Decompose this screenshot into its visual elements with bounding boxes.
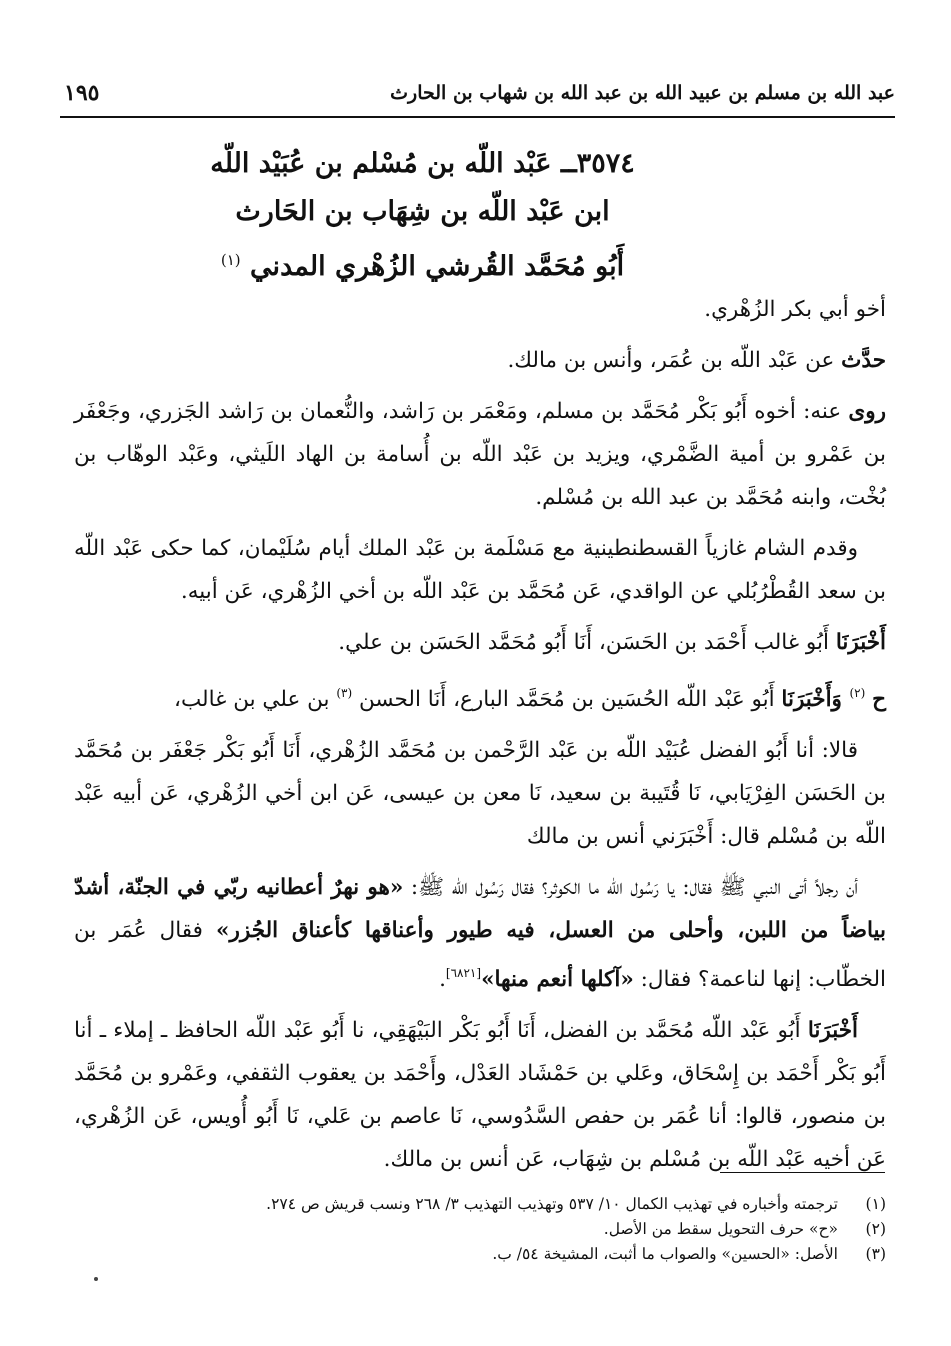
hadith-text-2: «آكلها أنعم منها» (481, 967, 634, 992)
entry-heading-kunya: أَبُو مُحَمَّد القُرشي الزُهْري المدني (250, 251, 625, 282)
paragraph-narrators: روى عنه: أخوه أَبُو بَكْر مُحَمَّد بن مسلم، ومَعْمَر بن رَاشد، والنُّعمان بن رَاشد الجَزري، وجَعْفَر بن عَمْرو بن أمية الضَّمْري، ويزيد بن عَبْد اللّه بن أُسامة بن الهاد اللَيثي، وعَبْد الوهّاب بن بُخْت، وابنه مُحَمَّد بن عبد الله بن مُسْلم. (74, 399, 886, 510)
hadith-text-1: «هو نهرٌ أعطانيه ربّي في الجنّة، أشدّ بياضاً من اللبن، وأحلى من العسل، فيه طيور وأعناقها كأعناق الجُزر» (74, 875, 886, 943)
entry-heading (160, 140, 685, 291)
footnote-divider (720, 1172, 885, 1173)
footnotes (74, 1192, 886, 1267)
footnote-2 (74, 1217, 886, 1242)
footnote-number: (٢) (865, 1220, 886, 1238)
paragraph-brother: أخو أبي بكر الزُهْري. (704, 297, 886, 322)
keyword-akhbarana: أَخْبَرَنَا (835, 630, 886, 655)
paragraph-isnad-3: قالا: أنا أَبُو الفضل عُبَيْد اللّه بن عَبْد الرَّحْمن بن مُحَمَّد الزُهْري، أَنَا أَبُو بَكْر جَعْفَر بن مُحَمَّد بن الحَسَن الفِرْيَابي، نَا قُتَيبة بن سعيد، نَا معن بن عيسى، عَن ابن أخي الزُهْري، عَن أبيه عَبْد اللّه بن مُسْلم قال: أَخْبَرَني أنس بن مالك (74, 738, 886, 849)
paragraph-isnad-1: أَخْبَرَنَا أَبُو غالب أَحْمَد بن الحَسَن، أَنَا أَبُو مُحَمَّد الحَسَن بن علي. (338, 630, 886, 655)
entry-heading-line-1: ٣٥٧٤ــ عَبْد اللّه بن مُسْلم بن عُبَيْد اللّه (210, 148, 635, 179)
scan-speck (94, 1277, 98, 1281)
paragraph-narrated-from: حدَّث عن عَبْد اللّه بن عُمَر، وأنس بن مالك. (507, 348, 886, 373)
body-text (74, 288, 886, 1181)
entry-heading-line-2: ابن عَبْد اللّه بن شِهَاب بن الحَارث (235, 196, 610, 227)
footnote-ref-3: (٣) (336, 686, 353, 700)
keyword-haddatha: حدَّث (841, 348, 886, 373)
footnote-1 (74, 1192, 886, 1217)
footnote-text: «ح» حرف التحويل سقط من الأصل. (603, 1220, 838, 1238)
running-title: عبد الله بن مسلم بن عبيد الله بن عبد الله بن شهاب بن الحارث (390, 82, 895, 104)
entry-heading-line-3 (160, 236, 685, 291)
footnote-ref-2: (٢) (849, 686, 866, 700)
footnote-number: (٣) (865, 1245, 886, 1263)
footnote-number: (١) (865, 1195, 886, 1213)
hadith-number: [٦٨٢١] (445, 966, 482, 980)
page-header (60, 78, 895, 118)
footnote-ref-1: (١) (220, 251, 241, 269)
paragraph-hadith: أن رجلاً أتى النبي ﷺ فقال: يا رَسُول الله ما الكوثر؟ فقال رَسُول الله ﷺ: «هو نهرٌ أعطانيه ربّي في الجنّة، أشدّ بياضاً من اللبن، وأحلى من العسل، فيه طيور وأعناقها كأعناق الجُزر» فقال عُمَر بن الخطّاب: إنها لناعمة؟ فقال: «آكلها أنعم منها»[٦٨٢١]. (74, 875, 886, 992)
footnote-3 (74, 1242, 886, 1267)
footnote-text: الأصل: «الحسين» والصواب ما أثبت، المشيخة ٥٤/ ب. (492, 1245, 838, 1263)
keyword-wa-akhbarana: وَأَخْبَرَنَا (781, 687, 850, 712)
paragraph-isnad-2: ح $^{(٢)}$ وَأَخْبَرَنَا أَبُو عَبْد اللّه الحُسَين بن مُحَمَّد البارع، أَنَا الحسن $^{(٣)}$ بن علي بن غالب، (174, 686, 886, 712)
keyword-rawa: روى (848, 399, 886, 424)
paragraph-isnad-4: أَخْبَرَنَا أَبُو عَبْد اللّه مُحَمَّد بن الفضل، أَنَا أَبُو بَكْر البَيْهَقِي، نا أَبُو عَبْد اللّه الحافظ ـ إملاء ـ أنا أَبُو بَكْر أَحْمَد بن إِسْحَاق، وعَلي بن حَمْشَاد العَدْل، وأَحْمَد بن يعقوب الثقفي، وعَمْرو بن مُحَمَّد بن منصور، قالوا: أنا عُمَر بن حفص السَّدُوسي، نَا عاصم بن عَلي، نَا أَبُو أُويس، عَن الزُهْري، عَن أخيه عَبْد اللّه بن مُسْلم بن شِهَاب، عَن أنس بن مالك. (74, 1018, 886, 1172)
keyword-akhbarana-2: أَخْبَرَنَا (807, 1018, 858, 1043)
footnote-text: ترجمته وأخباره في تهذيب الكمال ١٠/ ٥٣٧ وتهذيب التهذيب ٣/ ٢٦٨ ونسب قريش ص ٢٧٤. (266, 1195, 838, 1213)
paragraph-biography: وقدم الشام غازياً القسطنطينية مع مَسْلَمة بن عَبْد الملك أيام سُلَيْمان، كما حكى عَبْد اللّه بن سعد القُطْرُبُلي عن الواقدي، عَن مُحَمَّد بن عَبْد اللّه بن أخي الزُهْري، عَن أبيه. (74, 536, 886, 604)
page-number: ١٩٥ (64, 80, 100, 106)
